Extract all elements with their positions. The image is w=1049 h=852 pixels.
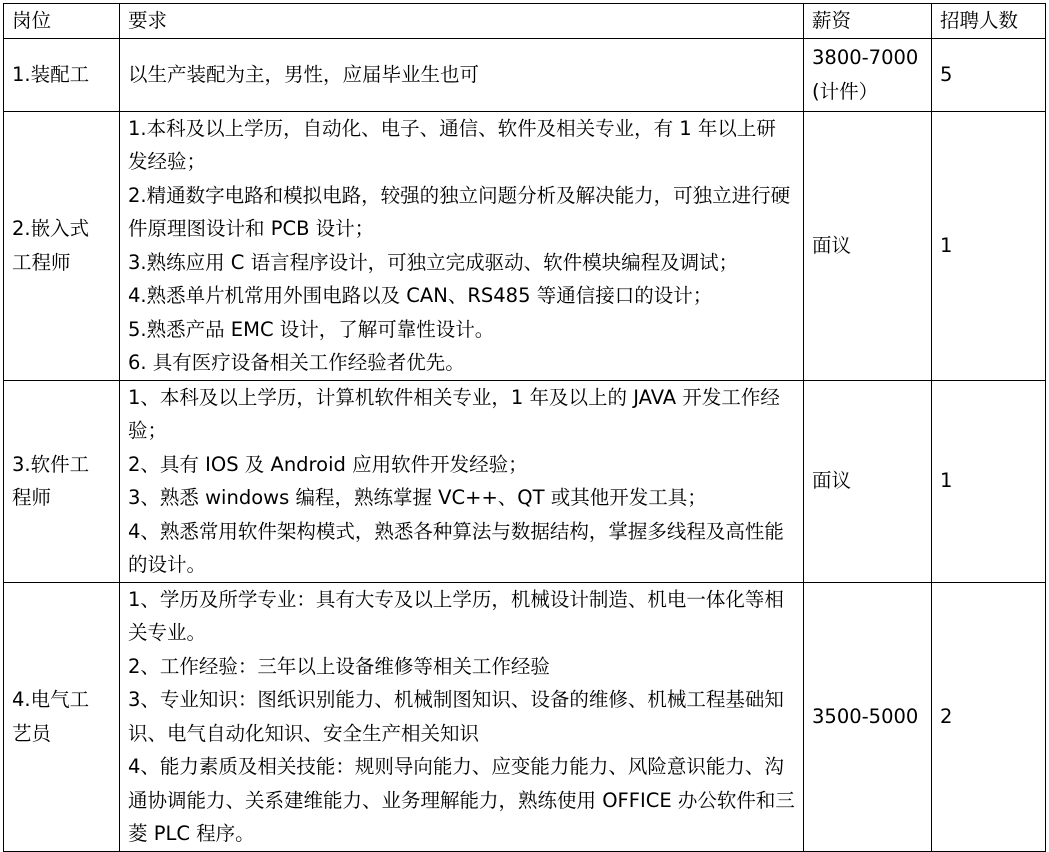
position-text: 3.软件工 <box>12 452 90 476</box>
table-row <box>4 582 1046 851</box>
salary-text: 3500-5000 <box>812 704 919 728</box>
table-row <box>4 111 1046 380</box>
requirements-cell <box>120 582 804 851</box>
requirements-cell <box>120 380 804 582</box>
position-text: 2.嵌入式 <box>12 217 90 240</box>
job-table <box>3 3 1046 852</box>
position-text: 程师 <box>12 486 52 509</box>
requirement-item: 1、学历及所学专业：具有大专及以上学历，机械设计制造、机电一体化等相关专业。 <box>128 587 784 644</box>
table-row <box>4 38 1046 111</box>
table-row <box>4 380 1046 582</box>
requirement-item: 2.精通数字电路和模拟电路，较强的独立问题分析及解决能力，可独立进行硬件原理图设计和 PCB 设计； <box>128 183 791 240</box>
headcount-cell: 5 <box>932 38 1046 111</box>
headcount-cell: 1 <box>932 111 1046 380</box>
requirement-item: 4、熟悉常用软件架构模式，熟悉各种算法与数据结构，掌握多线程及高性能的设计。 <box>128 519 784 576</box>
requirement-item: 4、能力素质及相关技能：规则导向能力、应变能力能力、风险意识能力、沟通协调能力、关系建维能力、业务理解能力，熟练使用 OFFICE 办公软件和三菱 PLC 程序。 <box>128 755 795 845</box>
requirements-cell <box>120 111 804 380</box>
requirement-item: 5.熟悉产品 EMC 设计，了解可靠性设计。 <box>128 317 495 341</box>
header-salary: 薪资 <box>804 4 932 39</box>
requirement-item: 1.本科及以上学历，自动化、电子、通信、软件及相关专业，有 1 年以上研发经验； <box>128 116 776 173</box>
position-text: 1.装配工 <box>12 62 90 86</box>
headcount-cell: 1 <box>932 380 1046 582</box>
salary-note: (计件） <box>812 79 879 103</box>
requirement-item: 3、专业知识：图纸识别能力、机械制图知识、设备的维修、机械工程基础知识、电气自动化知识、安全生产相关知识 <box>128 688 784 745</box>
requirement-item: 以生产装配为主，男性，应届毕业生也可 <box>128 62 480 86</box>
salary-text: 面议 <box>812 469 852 493</box>
requirement-item: 6. 具有医疗设备相关工作经验者优先。 <box>128 351 465 374</box>
requirements-cell <box>120 38 804 111</box>
header-row <box>4 4 1046 39</box>
position-cell <box>4 111 120 380</box>
position-text: 4.电气工 <box>12 688 90 711</box>
position-text: 艺员 <box>12 721 52 745</box>
requirement-item: 3、熟悉 windows 编程，熟练掌握 VC++、QT 或其他开发工具； <box>128 486 707 509</box>
header-headcount: 招聘人数 <box>932 4 1046 39</box>
requirement-item: 2、具有 IOS 及 Android 应用软件开发经验； <box>128 452 528 476</box>
salary-text: 面议 <box>812 233 852 257</box>
header-requirements: 要求 <box>120 4 804 39</box>
position-cell <box>4 582 120 851</box>
salary-cell <box>804 111 932 380</box>
header-position: 岗位 <box>4 4 120 39</box>
requirement-item: 3.熟练应用 C 语言程序设计，可独立完成驱动、软件模块编程及调试； <box>128 250 739 274</box>
requirement-item: 1、本科及以上学历，计算机软件相关专业，1 年及以上的 JAVA 开发工作经验； <box>128 385 780 442</box>
salary-text: 3800-7000 <box>812 46 919 69</box>
salary-cell <box>804 380 932 582</box>
salary-cell <box>804 582 932 851</box>
position-cell <box>4 380 120 582</box>
requirement-item: 4.熟悉单片机常用外围电路以及 CAN、RS485 等通信接口的设计； <box>128 284 713 307</box>
headcount-cell: 2 <box>932 582 1046 851</box>
requirement-item: 2、工作经验：三年以上设备维修等相关工作经验 <box>128 654 550 678</box>
salary-cell <box>804 38 932 111</box>
position-text: 工程师 <box>12 250 71 274</box>
position-cell <box>4 38 120 111</box>
